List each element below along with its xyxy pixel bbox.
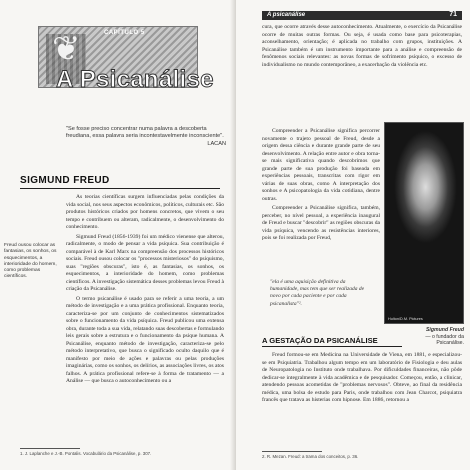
paragraph: O termo psicanálise é usado para se referir a uma teoria, a um método de investigação e a uma prática profissional. Enquanto teoria, caracteriza-se por um conjunto de conhecimentos sistematizados sobre o funcionamento da vida psíquica. Freud publicou uma extensa obra, durante toda a sua vida, relatando suas descobertas e formulando leis gerais sobre a estrutura e o funcionamento da psique humana. A Psicanálise, enquanto método de investigação, caracteriza-se pelo método interpretativo, que busca o significado oculto daquilo que é manifesto por meio de ações e palavras ou pelas produções imaginárias, como os sonhos, os delírios, as associações livres, os atos falhos. A prática profissional refere-se à forma de tratamento — a Análise — que busca o autoconhecimento ou a [66,295,224,384]
sidebar-note: Freud ousou colocar as fantasias, os sonhos, os esquecimentos, a interioridade do homem, como problemas científicos. [4,243,57,280]
paragraph: Compreender a Psicanálise significa, também, perceber, no nível pessoal, a experiência inaugural de Freud e buscar "descobrir" as regiões obscuras da vida psíquica, vencendo as resistências interiores, pois se foi realizada por Freud, [262,205,380,241]
right-body-mid [262,128,380,245]
bird-silhouette-icon: ❦ [52,29,81,69]
footnote: 1. J. Laplanche e J.-B. Pontalis. Vocabulário da Psicanálise, p. 307. [20,451,152,456]
photo-credit: Hulton/D.M. Pictures [388,317,423,321]
epigraph-text: "Se fosse preciso concentrar numa palavra a descoberta freudiana, essa palavra seria incontestavelmente inconsciente". [66,126,224,140]
running-header [262,11,462,20]
section-rule [262,346,402,347]
caption-text: — o fundador da Psicanálise. [425,333,464,346]
page-number: 71 [449,11,457,18]
running-title: A psicanálise [267,12,306,18]
freud-portrait-image [384,122,464,324]
paragraph: Freud formou-se em Medicina na Universidade de Viena, em 1881, e especializou-se em Psiquiatria. Trabalhou algum tempo em um laboratório de Fisiologia e deu aulas de Neuropatologia no Instituto onde trabalhava. Por dificuldades financeiras, não pôde dedicar-se integralmente à vida acadêmica e de pesquisador. Começou, então, a clinicar, atendendo pessoas acometidas de "problemas nervosos". Obteve, ao final da residência médica, uma bolsa de estudo para Paris, onde trabalhou com Jean Charcot, psiquiatra francês que tratava as histerias com hipnose. Em 1886, retornou a [262,352,462,403]
right-body-top [262,24,462,71]
section-heading-gestacao: A GESTAÇÃO DA PSICANÁLISE [262,336,378,345]
paragraph: cura, que ocorre através desse autoconhecimento. Atualmente, o exercício da Psicanálise ocorre de muitas outras formas. Ou seja, é usada como base para psicoterapias, aconselhamento, orientação; é aplicada no trabalho com grupos, instituições. A Psicanálise também é um instrumento importante para a análise e compreensão de fenômenos sociais relevantes: as novas formas de sofrimento psíquico, o excesso de individualismo no mundo contemporâneo, a exacerbação da violência etc. [262,24,462,68]
epigraph [66,126,226,148]
left-body-text [66,194,224,388]
freud-quote: "ela é uma aquisição definitiva da humanidade, mas tem que ser realizada de novo por cada paciente e por cada psicanalista"². [270,279,365,307]
paragraph: As teorias científicas surgem influenciadas pelas condições da vida social, nos seus aspectos econômicos, políticos, culturais etc. São produtos históricos criados por homens concretos, que vivem o seu tempo e contribuem ou alteram, radicalmente, o desenvolvimento do conhecimento. [66,194,224,230]
chapter-title: A Psicanálise [56,66,214,93]
right-body-bottom [262,352,462,407]
section-rule [20,188,220,189]
photo-caption [408,327,464,347]
section-heading-freud: SIGMUND FREUD [20,175,110,186]
chapter-label: CAPÍTULO 5 [104,30,145,36]
chapter-opener [38,26,214,121]
right-page [236,0,470,470]
paragraph: Compreender a Psicanálise significa percorrer novamente o trajeto pessoal de Freud, desde a origem dessa ciência e durante grande parte de seu desenvolvimento. A relação entre autor e obra torna-se mais significativa quando descobrimos que grande parte de sua produção foi baseada em experiências pessoais, transcritas com rigor em várias de suas obras, como A interpretação dos sonhos e A psicopatologia da vida cotidiana, dentre outras. [262,128,380,202]
caption-name: Sigmund Freud [425,327,464,333]
paragraph: Sigmund Freud (1856-1939) foi um médico vienense que alterou, radicalmente, o modo de pensar a vida psíquica. Sua contribuição é comparável à de Karl Marx na compreensão dos processos históricos sociais. Freud ousou colocar os "processos misteriosos" do psiquismo, suas "regiões obscuras", isto é, as fantasias, os sonhos, os esquecimentos, a interioridade do homem, como problemas científicos. A investigação sistemática desses problemas levou Freud à criação da Psicanálise. [66,233,224,292]
footnote-rule [262,451,322,452]
epigraph-source: LACAN [207,140,226,147]
footnote: 2. R. Mezan. Freud: a trama dos conceitos, p. 36. [262,454,359,459]
footnote-rule [20,448,80,449]
